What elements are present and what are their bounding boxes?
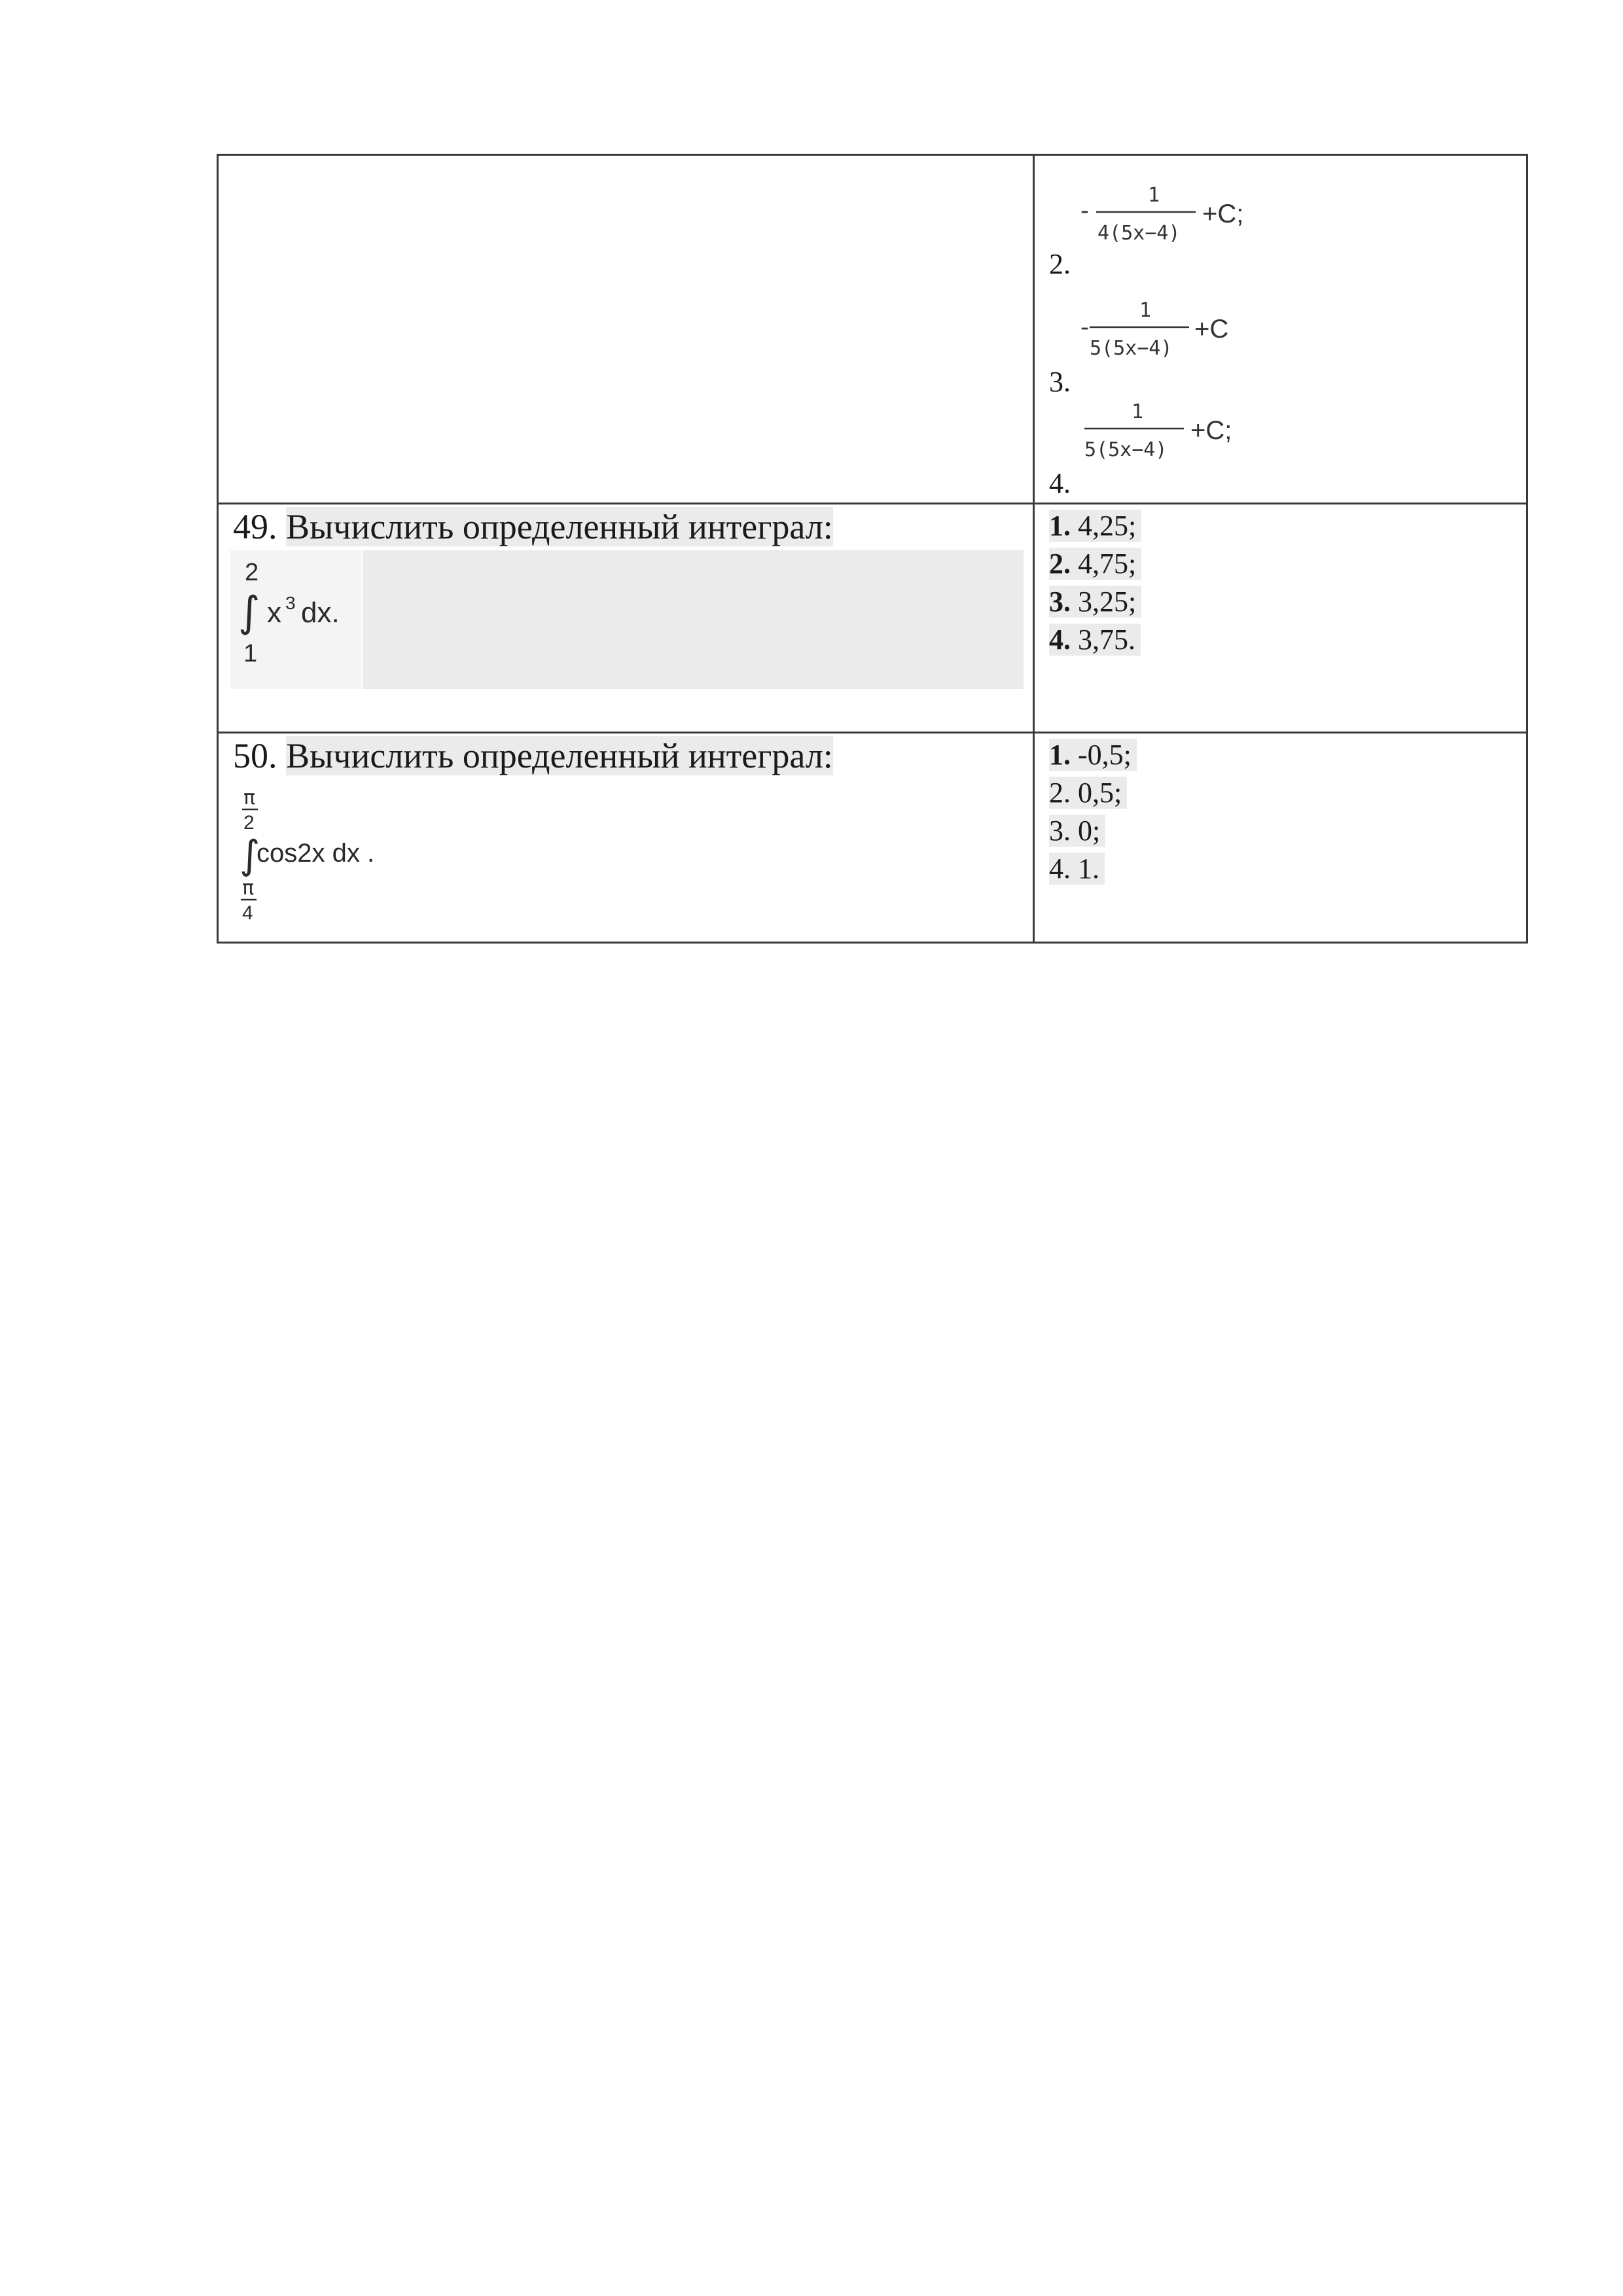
answer-option: 2. 0,5; [1049,774,1137,812]
answer-option: 4. 3,75. [1049,621,1141,659]
fraction-formula [1079,395,1328,480]
answer-option-4 [1049,395,1507,499]
question-prompt: Вычислить определенный интеграл: [286,736,833,775]
answer-option-3 [1049,293,1507,398]
answer-option: 1. 4,25; [1049,507,1141,545]
denominator: 5(5x−4) [1090,337,1173,360]
answer-option: 3. 0; [1049,812,1137,850]
answer-option-2 [1049,175,1507,280]
denominator: 4(5x−4) [1097,222,1181,245]
option-number: 4. [1049,467,1071,499]
answer-list-50 [1049,736,1137,888]
answers-cell-50 [1034,733,1527,943]
fraction-formula [1079,175,1328,260]
question-text-49 [233,506,833,548]
answers-cell-49 [1034,504,1527,733]
sign: - [1080,198,1089,224]
formula-shade [363,550,1024,689]
integral-formula-50 [237,786,433,936]
integrand: x [267,597,281,629]
question-prompt: Вычислить определенный интеграл: [286,507,833,546]
question-text-50 [233,735,833,777]
integral-sign: ∫ [238,588,260,637]
power: 3 [285,593,296,613]
integral-sign: ∫ [240,832,260,878]
denominator: 5(5x−4) [1084,438,1168,461]
upper-limit-denominator: 2 [243,812,255,834]
constant: +C; [1190,416,1232,445]
lower-limit-denominator: 4 [242,902,253,924]
answers-cell [1034,155,1527,504]
question-number: 50. [233,736,277,775]
table-row [218,504,1527,733]
integrand: cos2x dx . [257,839,375,868]
option-number: 3. [1049,366,1071,398]
numerator: 1 [1139,299,1152,322]
numerator: 1 [1148,184,1160,207]
upper-limit-numerator: π [243,786,256,809]
question-cell-empty [218,155,1034,504]
answer-list-49 [1049,507,1141,659]
lower-limit-numerator: π [242,877,255,900]
question-cell-50 [218,733,1034,943]
lower-limit: 1 [243,640,258,667]
upper-limit: 2 [245,559,259,586]
numerator: 1 [1132,400,1144,423]
question-cell-49 [218,504,1034,733]
question-number: 49. [233,507,277,546]
integral-formula-49 [236,557,393,675]
fraction-formula [1079,293,1328,378]
option-number: 2. [1049,248,1071,280]
table-row [218,733,1527,943]
table-row [218,155,1527,504]
answer-option: 2. 4,75; [1049,545,1141,583]
constant: +C; [1202,200,1244,228]
sign: - [1080,314,1089,341]
constant: +C [1194,315,1229,344]
answer-option: 3. 3,25; [1049,583,1141,621]
questions-table [217,154,1528,944]
differential: dx. [301,597,340,629]
answer-option: 4. 1. [1049,850,1137,888]
answer-option: 1. -0,5; [1049,736,1137,774]
